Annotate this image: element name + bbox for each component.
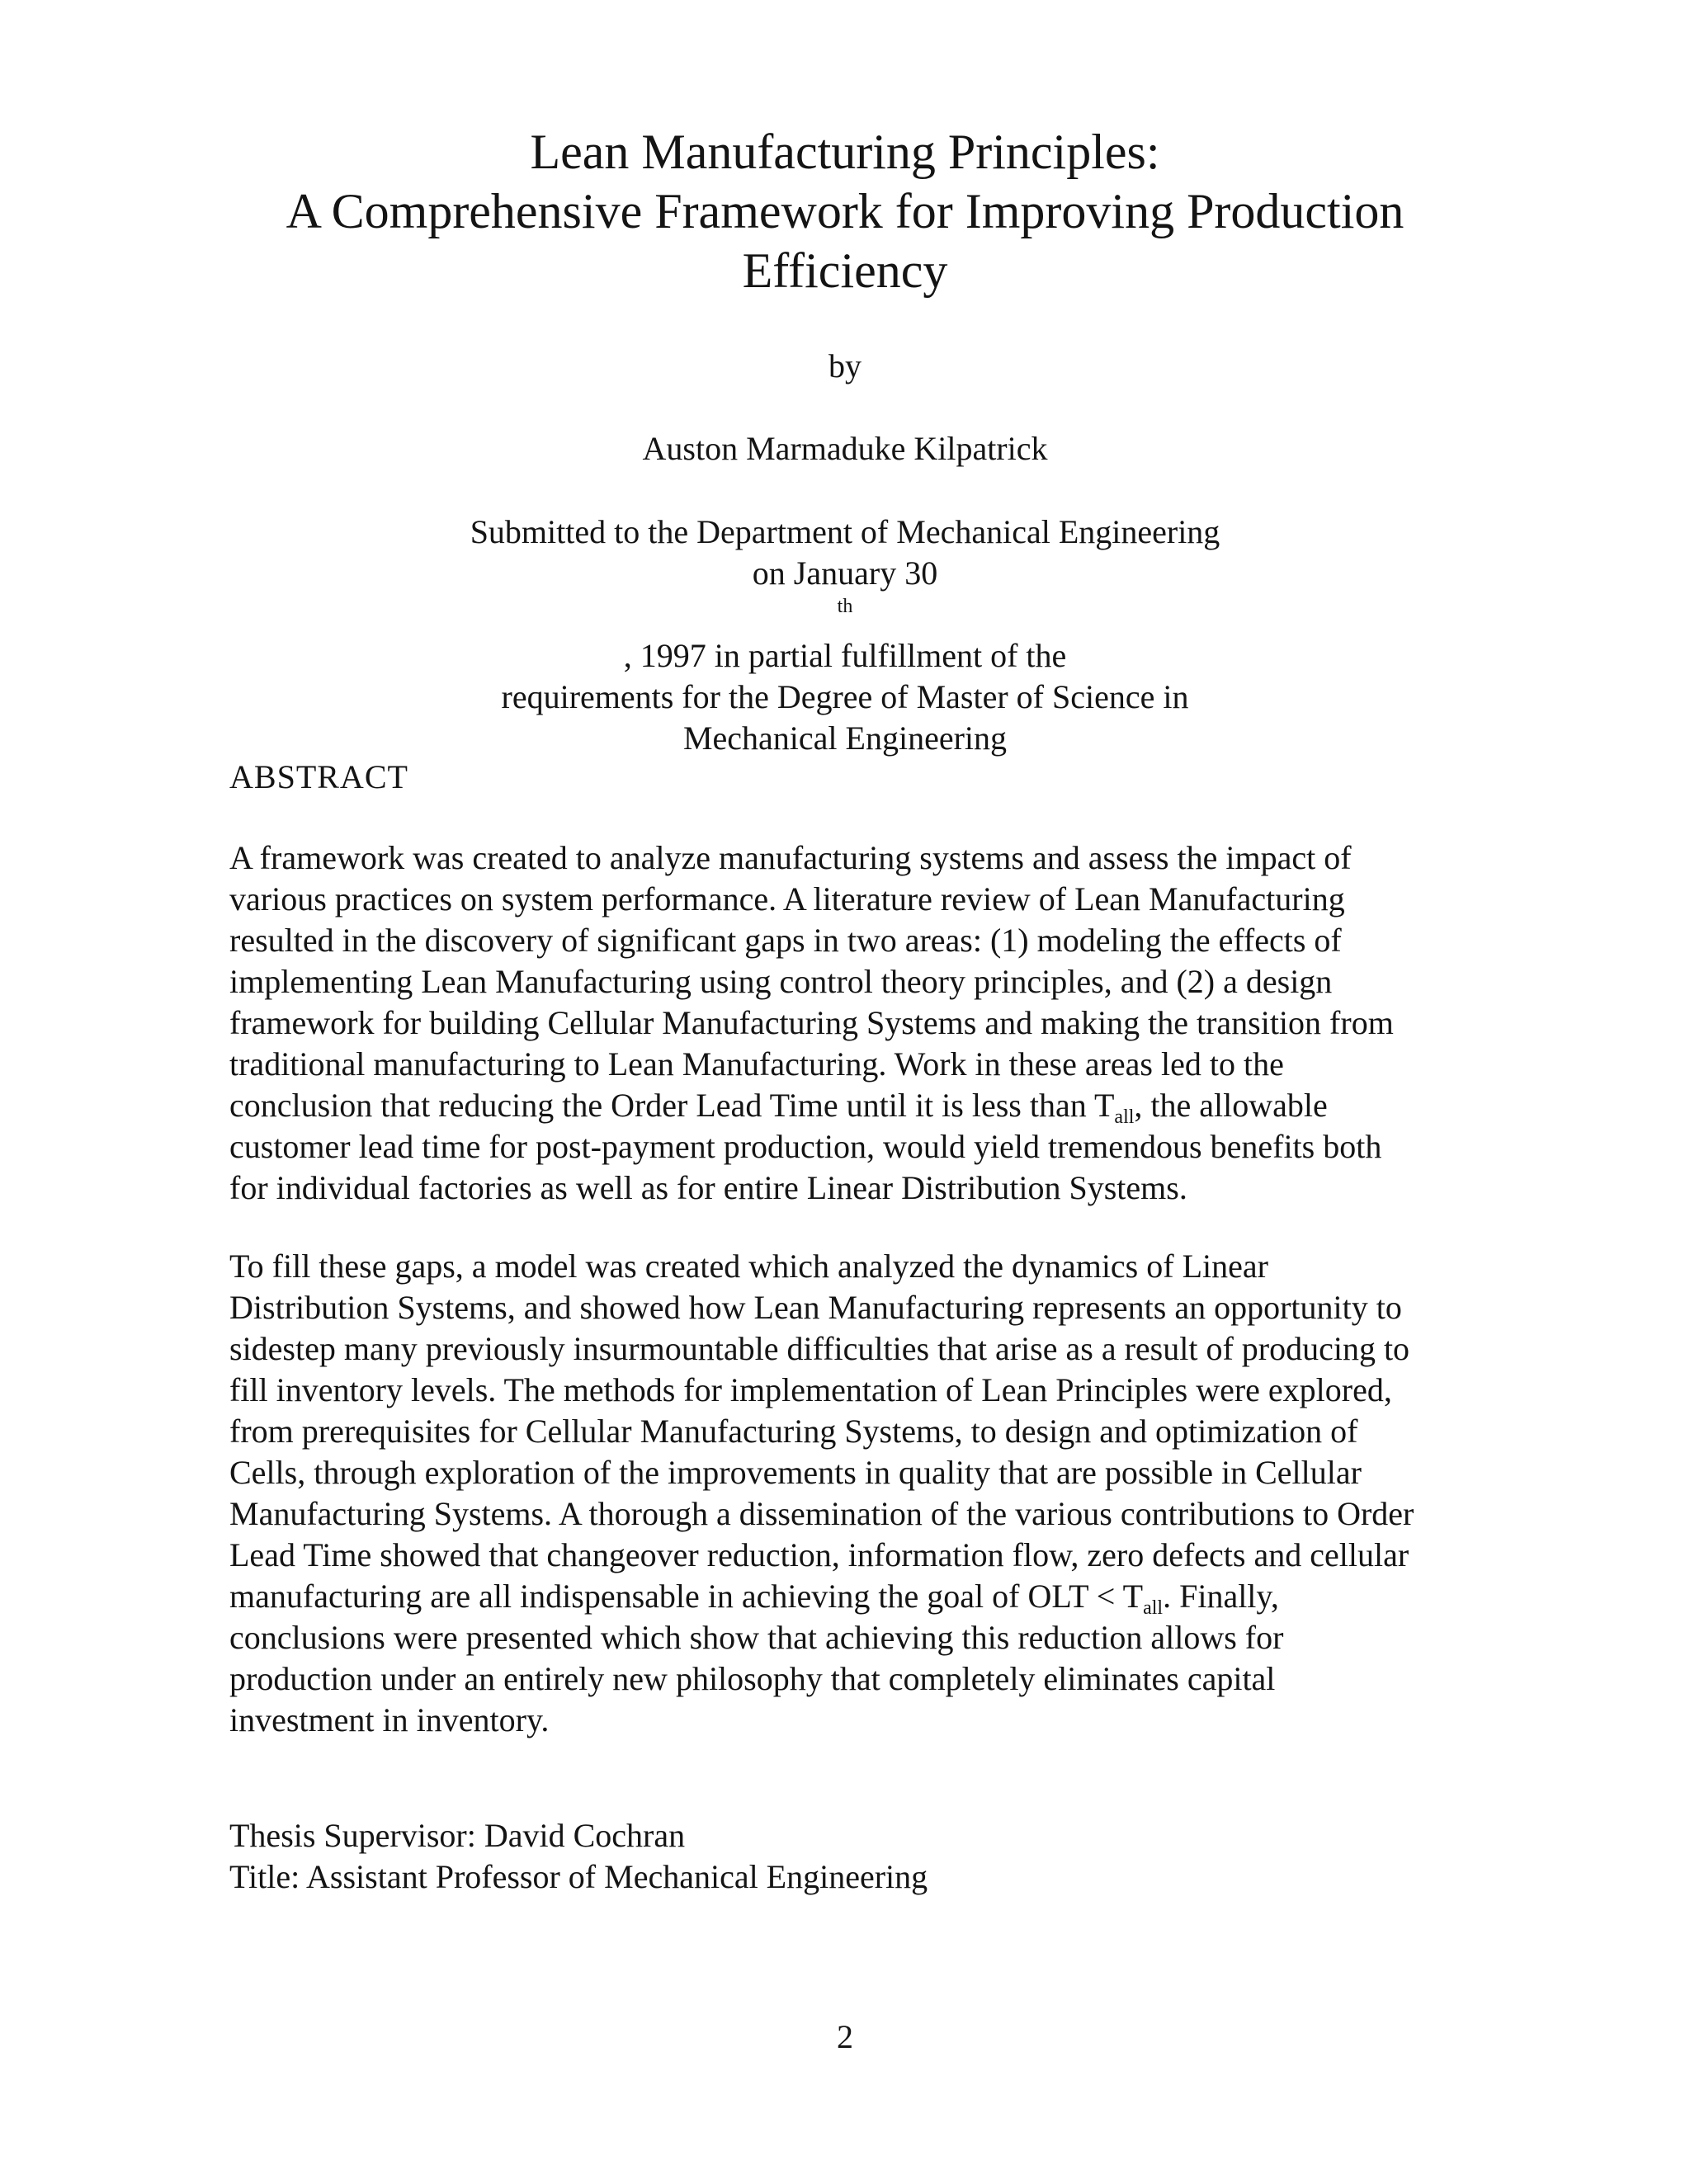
paragraph-line-text: , the allowable <box>1134 1087 1328 1124</box>
paragraph-line: resulted in the discovery of significant gaps in two areas: (1) modeling the effects of <box>229 922 1342 959</box>
subscript-all: all <box>1143 1597 1164 1619</box>
paragraph-line: A framework was created to analyze manufacturing systems and assess the impact of <box>229 839 1352 876</box>
paragraph-line: customer lead time for post-payment production, would yield tremendous benefits both <box>229 1128 1382 1165</box>
paragraph-line: Distribution Systems, and showed how Lean Manufacturing represents an opportunity to <box>229 1289 1402 1326</box>
paragraph-line <box>229 1576 1484 1617</box>
document-title <box>0 122 1690 300</box>
author-name: Auston Marmaduke Kilpatrick <box>642 430 1048 467</box>
submission-date-suffix: th <box>837 596 853 617</box>
paragraph-line: for individual factories as well as for entire Linear Distribution Systems. <box>229 1169 1187 1206</box>
paragraph-line: Lead Time showed that changeover reduction, information flow, zero defects and cellular <box>229 1536 1409 1573</box>
submission-line-3: requirements for the Degree of Master of Science in <box>501 678 1189 715</box>
paragraph-line: Cells, through exploration of the improvements in quality that are possible in Cellular <box>229 1454 1362 1491</box>
abstract-heading: ABSTRACT <box>229 758 408 795</box>
paragraph-line-text: manufacturing are all indispensable in achieving the goal of OLT < T <box>229 1578 1144 1615</box>
supervisor-title: Title: Assistant Professor of Mechanical Engineering <box>229 1858 928 1895</box>
paragraph-line-text: . Finally, <box>1163 1578 1279 1615</box>
title-line-2: A Comprehensive Framework for Improving Production <box>286 184 1404 238</box>
paragraph-line: framework for building Cellular Manufacturing Systems and making the transition from <box>229 1004 1394 1041</box>
paragraph-line: investment in inventory. <box>229 1701 550 1738</box>
paragraph-line: To fill these gaps, a model was created which analyzed the dynamics of Linear <box>229 1248 1268 1285</box>
paragraph-line: production under an entirely new philosophy that completely eliminates capital <box>229 1660 1276 1697</box>
paragraph-line-text: conclusion that reducing the Order Lead Time until it is less than T <box>229 1087 1115 1124</box>
abstract-paragraph-2 <box>229 1246 1484 1741</box>
paragraph-line: traditional manufacturing to Lean Manufacturing. Work in these areas led to the <box>229 1045 1284 1083</box>
submission-line-4: Mechanical Engineering <box>682 719 1008 757</box>
supervisor-name: Thesis Supervisor: David Cochran <box>229 1817 686 1854</box>
submission-date-post: , 1997 in partial fulfillment of the <box>623 637 1067 674</box>
paragraph-line: sidestep many previously insurmountable difficulties that arise as a result of producing to <box>229 1330 1410 1367</box>
paragraph-line: from prerequisites for Cellular Manufacturing Systems, to design and optimization of <box>229 1413 1358 1450</box>
paragraph-line: Manufacturing Systems. A thorough a dissemination of the various contributions to Order <box>229 1495 1414 1532</box>
subscript-all: all <box>1114 1106 1135 1128</box>
submission-statement <box>0 512 1690 759</box>
submission-line-2 <box>0 553 1690 677</box>
paragraph-line: conclusions were presented which show that achieving this reduction allows for <box>229 1619 1284 1656</box>
page-number: 2 <box>837 2018 853 2055</box>
paragraph-line: implementing Lean Manufacturing using control theory principles, and (2) a design <box>229 963 1333 1000</box>
submission-date-pre: on January 30 <box>752 554 938 592</box>
thesis-supervisor-block <box>229 1815 928 1898</box>
paragraph-line <box>229 1085 1484 1126</box>
title-line-1: Lean Manufacturing Principles: <box>530 125 1160 179</box>
submission-line-1: Submitted to the Department of Mechanical Engineering <box>470 513 1220 550</box>
abstract-paragraph-1 <box>229 837 1484 1209</box>
paragraph-line: fill inventory levels. The methods for implementation of Lean Principles were explored, <box>229 1371 1392 1408</box>
paragraph-line: various practices on system performance. A literature review of Lean Manufacturing <box>229 880 1345 917</box>
byline: by <box>828 347 862 384</box>
title-line-3: Efficiency <box>742 243 948 298</box>
